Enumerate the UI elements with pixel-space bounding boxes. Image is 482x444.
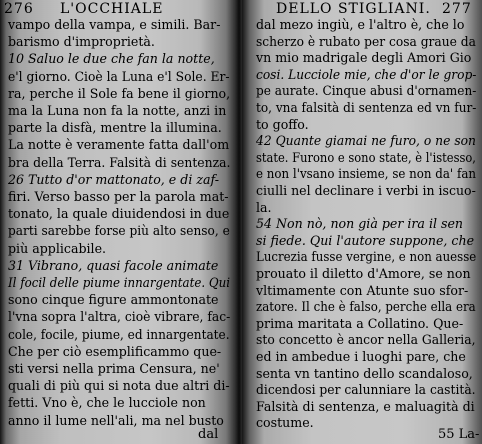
text-line: dal mezo ingiù, e l'altro è, che lo — [256, 17, 465, 32]
text-line: state. Furono e sono state, è l'istesso, — [256, 149, 476, 165]
text-line: dicendosi per calunniare la castità. — [256, 382, 476, 398]
text-line: 54 Non nò, non già per ira il sen — [256, 216, 464, 232]
text-line: più applicabile. — [8, 240, 107, 256]
text-line: e'l giorno. Cioè la Luna e'l Sole. Er- — [8, 68, 230, 84]
text-line: scherzo è rubato per cosa graue da — [256, 33, 476, 49]
catchword: dal — [198, 427, 219, 442]
text-line: cosi. Lucciole mie, che d'or le grop- — [256, 66, 477, 82]
text-line: senta vn tantino dello scandaloso, — [256, 365, 473, 381]
text-line: vltimamente con Atunte suo sfor- — [256, 282, 469, 298]
page-number-right: 277 — [442, 1, 472, 17]
text-line: parti sarebbe forse più alto senso, e — [8, 223, 230, 239]
right-page — [242, 0, 482, 444]
text-line: parte la disfà, mentre la illumina. — [8, 120, 222, 136]
text-line: tonato, la quale diuidendosi in due — [8, 206, 230, 222]
text-line: Falsità di sentenza, e maluagità di — [256, 398, 475, 414]
text-line: 26 Tutto d'or mattonato, e di zaf- — [8, 171, 219, 187]
text-line: Il focil delle piume innargentate. Qui — [8, 275, 231, 290]
page-number-left: 276 — [4, 1, 34, 17]
text-line: to goffo. — [256, 116, 309, 132]
running-head-left: L'OCCHIALE — [60, 1, 164, 17]
text-line: ra, perche il Sole fa bene il giorno, — [8, 85, 231, 101]
text-line: 10 Saluo le due che fan la notte, — [8, 51, 215, 67]
text-line: barismo d'improprietà. — [8, 34, 155, 50]
text-line: ed in ambedue i luoghi pare, che — [256, 349, 466, 364]
text-line: prouato il diletto d'Amore, se non — [256, 266, 471, 281]
text-line: Che per ciò esemplificammo que- — [8, 343, 222, 359]
signature-mark: 55 La- — [438, 427, 480, 442]
text-line: la. — [256, 199, 272, 215]
left-page — [0, 0, 236, 444]
text-line: firi. Verso basso per la parola mat- — [8, 189, 229, 204]
text-line: vampo della vampa, e simili. Bar- — [8, 17, 221, 32]
text-line: pe aurate. Cinque abusi d'ornamen- — [256, 83, 477, 99]
text-line: anno il lume nell'ali, ma nel busto — [8, 412, 224, 428]
text-line: sono cinque figure ammontonate — [8, 292, 219, 308]
text-line: sti versi nella prima Censura, ne' — [8, 361, 220, 376]
text-line: Lucrezia fusse vergine, e non auesse — [256, 249, 477, 265]
text-line: costume. — [256, 415, 314, 431]
text-line: 42 Quante giamai ne furo, o ne son — [256, 133, 476, 149]
text-line: 31 Vibrano, quasi facole animate — [8, 257, 219, 273]
text-line: prima maritata a Collatino. Que- — [256, 315, 464, 331]
text-line: fetti. Vno è, che le lucciole non — [8, 395, 206, 411]
text-line: ciulli nel declinare i verbi in iscuo- — [256, 183, 476, 198]
text-line: e non l'vsano insieme, se non da' fan — [256, 166, 477, 182]
text-line: zatore. Il che è falso, perche ella era — [256, 299, 476, 315]
text-line: quali di più qui si nota due altri di- — [8, 378, 230, 394]
text-line: La notte è veramente fatta dall'om — [8, 137, 230, 153]
text-line: vn mio madrigale degli Amori Gio — [256, 50, 472, 66]
text-line: to, vna falsità di sentenza ed vn fur- — [256, 100, 477, 115]
text-line: si fiede. Qui l'autore suppone, che — [256, 232, 475, 248]
text-line: sto concetto è ancor nella Galleria, — [256, 332, 476, 348]
text-line: ma la Luna non fa la notte, anzi in — [8, 103, 227, 118]
text-line: l'vna sopra l'altra, cioè vibrare, fac- — [8, 309, 231, 325]
running-head-right: DELLO STIGLIANI. — [276, 1, 431, 17]
text-line: cole, focile, piume, ed innargentate. — [8, 326, 230, 342]
text-line: bra della Terra. Falsità di sentenza. — [8, 154, 231, 170]
